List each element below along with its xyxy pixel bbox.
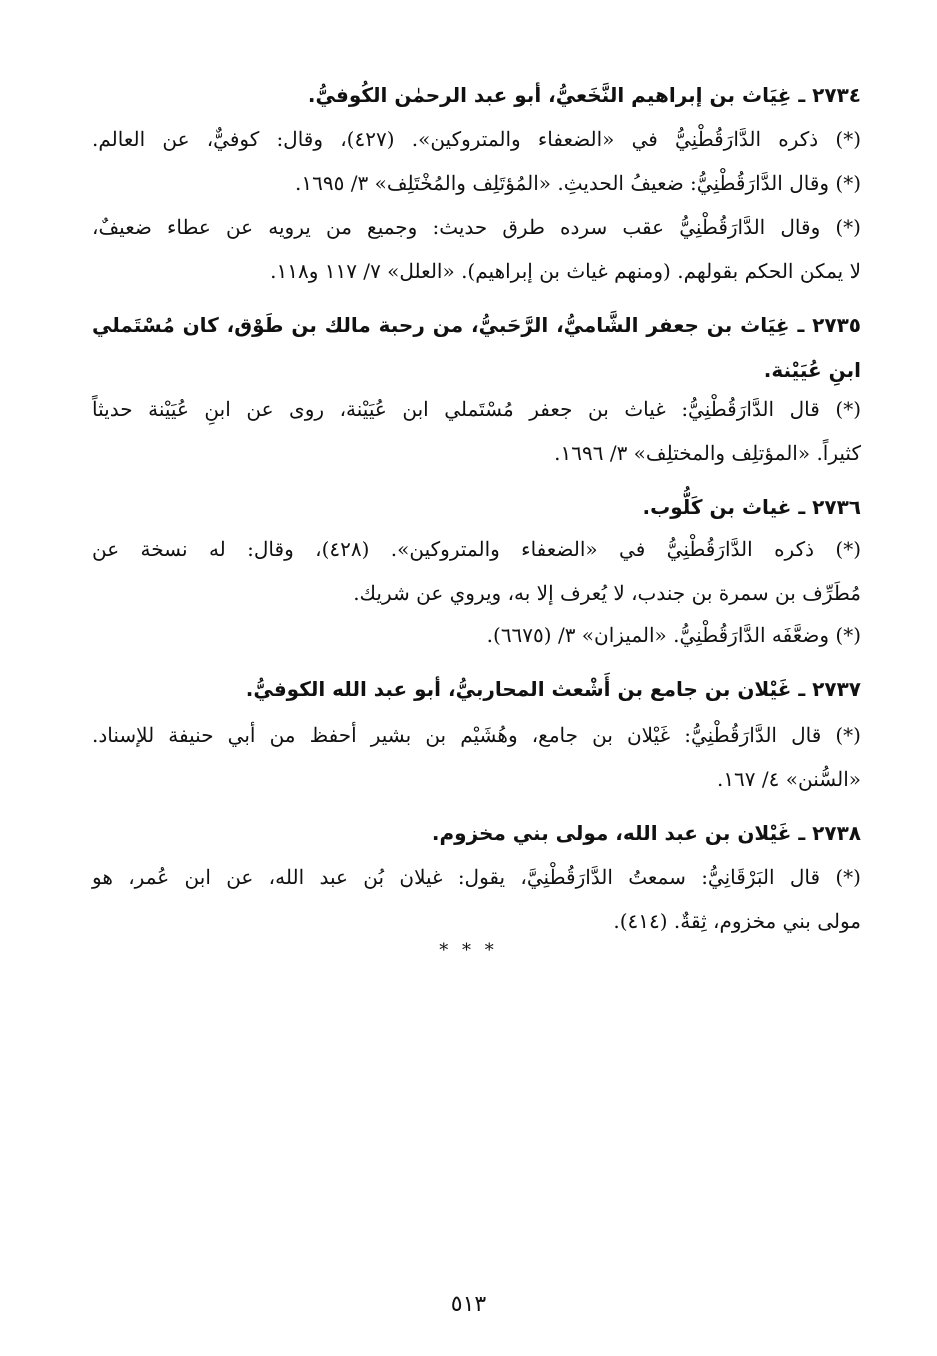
entry-2734-heading: ٢٧٣٤ ـ غِيَاث بن إبراهيم النَّخَعيُّ، أبو عبد الرحمٰن الكُوفيُّ.	[307, 83, 861, 107]
entry-2737-line-1: (*) قال الدَّارَقُطْنِيُّ: غَيْلان بن جامع، وهُشَيْم بن بشير أحفظ من أبي حنيفة للإسناد.	[92, 723, 861, 747]
entry-2735-heading-continued: ابنِ عُيَيْنة.	[763, 358, 861, 382]
entry-2736-line-3: (*) وضعَّفَه الدَّارَقُطْنِيُّ. «الميزان» ٣/ (٦٦٧٥).	[486, 623, 861, 647]
entry-2738-line-1: (*) قال البَرْقَانِيُّ: سمعتُ الدَّارَقُطْنِيَّ، يقول: غيلان بُن عبد الله، عن ابن عُمر، هو	[92, 865, 861, 889]
entry-2737-heading: ٢٧٣٧ ـ غَيْلان بن جامع بن أَشْعث المحاربيُّ، أبو عبد الله الكوفيُّ.	[245, 677, 861, 701]
entry-2736-line-2: مُطَرِّف بن سمرة بن جندب، لا يُعرف إلا به، ويروي عن شريك.	[353, 581, 861, 605]
entry-2734-line-2: (*) وقال الدَّارَقُطْنِيُّ: ضعيفُ الحديثِ. «المُؤتَلِف والمُخْتَلِف» ٣/ ١٦٩٥.	[295, 171, 861, 195]
entry-2738-heading: ٢٧٣٨ ـ غَيْلان بن عبد الله، مولى بني مخزوم.	[431, 821, 861, 845]
entry-2735-line-2: كثيراً. «المؤتلِف والمختلِف» ٣/ ١٦٩٦.	[554, 441, 861, 465]
entry-2734-line-4: لا يمكن الحكم بقولهم. (ومنهم غياث بن إبراهيم). «العلل» ٧/ ١١٧ و١١٨.	[270, 259, 861, 283]
entry-2737-line-2: «السُّنن» ٤/ ١٦٧.	[716, 767, 861, 791]
section-separator: * * *	[439, 940, 498, 961]
entry-2734-line-3: (*) وقال الدَّارَقُطْنِيُّ عقب سرده طرق حديث: وجميع من يرويه عن عطاء ضعيفٌ،	[92, 215, 861, 239]
entry-2736-line-1: (*) ذكره الدَّارَقُطْنِيُّ في «الضعفاء والمتروكين». (٤٢٨)، وقال: له نسخة عن	[92, 537, 861, 561]
page-number: ٥١٣	[450, 1292, 487, 1317]
entry-2736-heading: ٢٧٣٦ ـ غياث بن كَلُّوب.	[642, 495, 861, 519]
entry-2735-heading: ٢٧٣٥ ـ غِيَاث بن جعفر الشَّاميُّ، الرَّحَبيُّ، من رحبة مالك بن طَوْق، كان مُسْتَملي	[92, 313, 861, 337]
entry-2735-line-1: (*) قال الدَّارَقُطْنِيُّ: غياث بن جعفر مُسْتَملي ابن عُيَيْنة، روى عن ابنِ عُيَيْنة حديثاً	[92, 397, 861, 421]
entry-2734-line-1: (*) ذكره الدَّارَقُطْنِيُّ في «الضعفاء والمتروكين». (٤٢٧)، وقال: كوفيٌّ، عن العالم.	[92, 127, 861, 151]
entry-2738-line-2: مولى بني مخزوم، ثِقةٌ. (٤١٤).	[613, 909, 861, 933]
